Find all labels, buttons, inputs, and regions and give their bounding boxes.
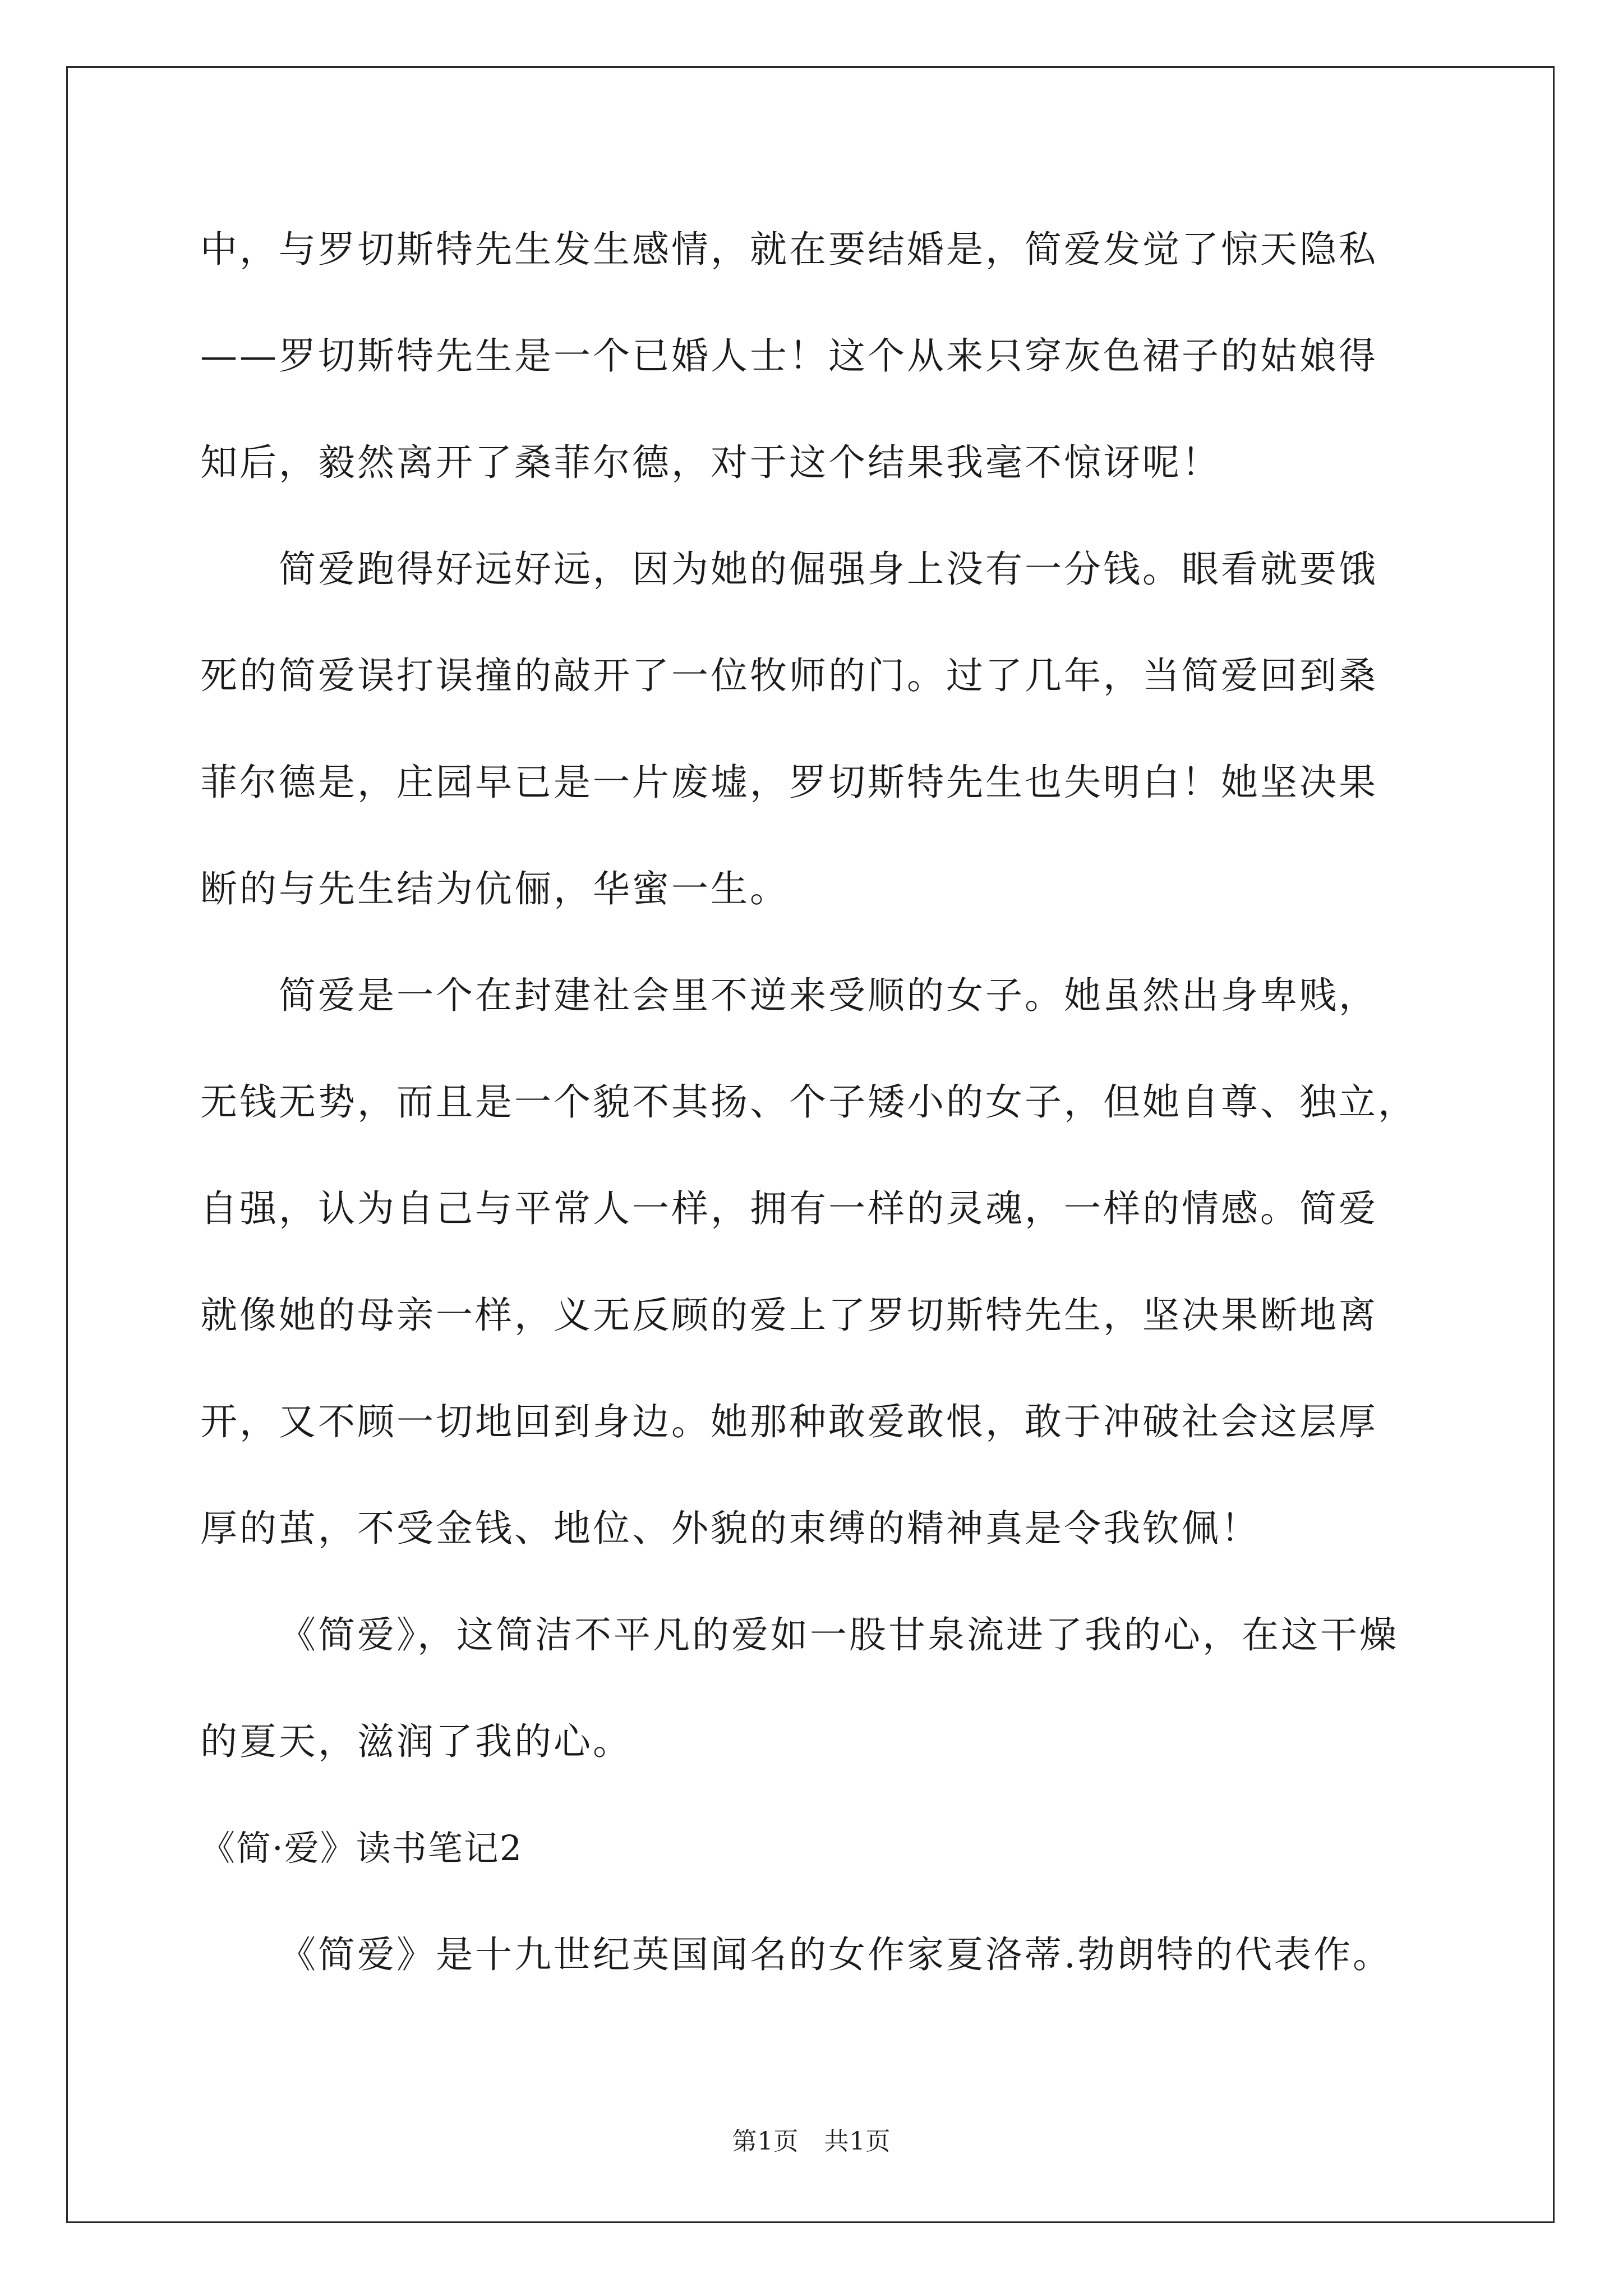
text-line: ——罗切斯特先生是一个已婚人士！这个从来只穿灰色裙子的姑娘得 bbox=[200, 334, 1378, 378]
text-line: 无钱无势，而且是一个貌不其扬、个子矮小的女子，但她自尊、独立， bbox=[200, 1080, 1417, 1124]
text-line: 中，与罗切斯特先生发生感情，就在要结婚是，简爱发觉了惊天隐私 bbox=[200, 228, 1378, 271]
page-frame bbox=[66, 66, 1555, 2223]
text-line: 菲尔德是，庄园早已是一片废墟，罗切斯特先生也失明白！她坚决果 bbox=[200, 761, 1378, 804]
text-line: 死的简爱误打误撞的敲开了一位牧师的门。过了几年，当简爱回到桑 bbox=[200, 654, 1378, 697]
text-line: 知后，毅然离开了桑菲尔德，对于这个结果我毫不惊讶呢！ bbox=[200, 441, 1221, 484]
text-line: 《简爱》，这简洁不平凡的爱如一股甘泉流进了我的心，在这干燥 bbox=[279, 1613, 1399, 1657]
text-line: 自强，认为自己与平常人一样，拥有一样的灵魂，一样的情感。简爱 bbox=[200, 1187, 1378, 1230]
page-number-footer: 第1页 共1页 bbox=[732, 2127, 891, 2156]
text-line: 开，又不顾一切地回到身边。她那种敢爱敢恨，敢于冲破社会这层厚 bbox=[200, 1400, 1378, 1443]
text-line: 简爱是一个在封建社会里不逆来受顺的女子。她虽然出身卑贱， bbox=[279, 974, 1378, 1017]
text-line: 的夏天，滋润了我的心。 bbox=[200, 1720, 632, 1763]
text-line: 断的与先生结为伉俪，华蜜一生。 bbox=[200, 867, 789, 910]
section-heading: 《简·爱》读书笔记2 bbox=[200, 1828, 523, 1869]
text-line: 厚的茧，不受金钱、地位、外貌的束缚的精神真是令我钦佩！ bbox=[200, 1507, 1260, 1550]
text-line: 《简爱》是十九世纪英国闻名的女作家夏洛蒂.勃朗特的代表作。 bbox=[279, 1933, 1392, 1976]
text-line: 就像她的母亲一样，义无反顾的爱上了罗切斯特先生，坚决果断地离 bbox=[200, 1294, 1378, 1337]
text-line: 简爱跑得好远好远，因为她的倔强身上没有一分钱。眼看就要饿 bbox=[279, 547, 1378, 591]
